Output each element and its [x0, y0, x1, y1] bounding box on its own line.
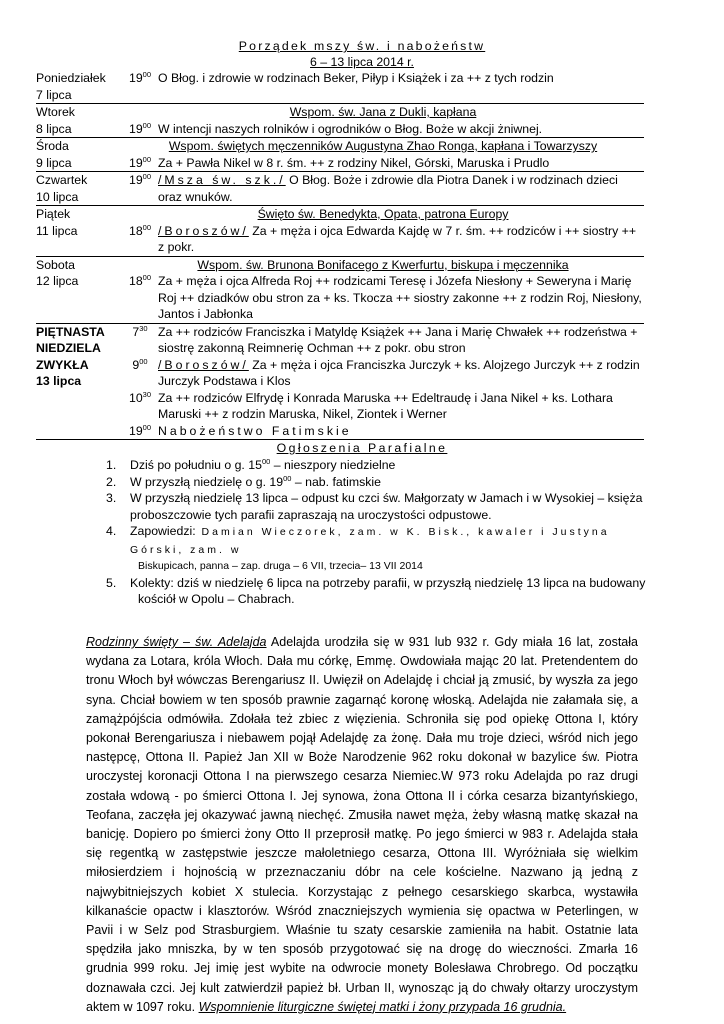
story-closing: Wspomnienie liturgiczne świętej matki i żony przypada 16 grudnia. [198, 999, 567, 1014]
day-name: Poniedziałek [36, 71, 106, 85]
day-cell [36, 138, 122, 172]
schedule-row-monday [36, 70, 644, 104]
mass-intention: Nabożeństwo Fatimskie [158, 423, 352, 438]
date-range: 6 – 13 lipca 2014 r. [310, 55, 414, 69]
mass-time: $10^{30}$ [128, 389, 152, 405]
feast-name: Święto św. Benedykta, Opata, patrona Europy [122, 206, 644, 223]
mass-location: /Msza św. szk./ [158, 173, 286, 187]
list-item: 1. Dziś po południu o g. $15^{00}$ – nieszpory niedzielne [106, 457, 396, 472]
mass-intention: /Boroszów/ Za + męża i ojca Franciszka Jurczyk + ks. Alojzego Jurczyk ++ z rodzin Jurczyk Podstawa i Klos [158, 357, 640, 388]
feast-name: Wspom. świętych męczenników Augustyna Zhao Ronga, kapłana i Towarzyszy [122, 138, 644, 155]
mass-time: $18^{00}$ [128, 273, 152, 288]
sunday-name-line: PIĘTNASTA [36, 324, 105, 339]
list-item: 4. Zapowiedzi: Damian Wieczorek, zam. w K. Bisk., kawaler i Justyna Górski, zam. w Biskupicach, panna – zap. druga – 6 VII, trzecia– 13 VII 2014 [106, 524, 610, 572]
schedule-row-friday [36, 206, 644, 223]
day-cell [36, 323, 122, 440]
day-date: 8 lipca [36, 121, 72, 136]
saint-story [86, 633, 638, 1017]
mass-intention: Za ++ rodziców Elfrydę i Konrada Maruska ++ Edeltraudę i Jana Nikel + ks. Lothara Maruski ++ z rodzin Maruska, Nikel, Ziontek i Werner [158, 390, 613, 421]
mass-location: /Boroszów/ [158, 223, 249, 238]
mass-time: $7^{30}$ [122, 323, 158, 357]
day-cell [36, 206, 122, 257]
mass-time: $19^{00}$ [128, 422, 152, 438]
sunday-name-line: NIEDZIELA [36, 341, 101, 355]
day-name: Środa [36, 139, 69, 153]
story-heading: Rodzinny święty – św. Adelajda [86, 635, 267, 649]
mass-intention: Za + męża i ojca Alfreda Roj ++ rodzicami Teresę i Józefa Niesłony + Seweryna i Marię Roj ++ dziadków obu stron za + ks. Tkocza ++ siostry zakonne ++ z rodzin Roj, Niesłony, Jantos i Jabłonka [158, 274, 642, 321]
mass-time: $19^{00}$ [128, 154, 152, 170]
announcements-title: Ogłoszenia Parafialne [276, 441, 448, 455]
day-name: Piątek [36, 207, 71, 221]
story-body: Adelajda urodziła się w 931 lub 932 r. Gdy miała 16 lat, została wydana za Lotara, króla Włoch. Dała mu córkę, Emmę. Owdowiała mając 20 lat. Pretendentem do tronu Włoch był wówczas Berengariusz II. Uwięził on Adelajdę i chciał ją zmusić, by wyszła za jego syna. Chciał bowiem w ten sposób prawnie zagarnąć koronę włoską. Adelajda nie załamała się, a zamążpójścia odmówiła. Zdołała też zbiec z więzienia. Schroniła się pod opiekę Ottona I, który pokonał Berengariusza i niebawem pojął Adelajdę za żonę. Dała mu troje dzieci, wśród nich jego następcę, Ottona II. Papież Jan XII w Boże Narodzenie 962 roku dokonał w bazylice św. Piotra uroczystej koronacji Ottona I na pierwszego cesarza Niemiec.W 973 roku Adelajda po raz drugi została wdową - po śmierci Ottona I. Jej synowa, żona Ottona II i córka cesarza bizantyńskiego, Teofana, zaczęła jej okazywać jawną niechęć. Zmusiła nawet męża, żeby własną matkę skazał na banicję. Dopiero po śmierci żony Otto II przeprosił matkę. Po jego śmierci w 983 r. Adelajda stała się regentką w zastępstwie jeszcze małoletniego cesarza, Ottona III. Wyróżniała się wielkim miłosierdziem i hojnością w przeznaczaniu dóbr na cele kościelne. Nazwano ją jedną z najwybitniejszych kobiet X stulecia. Korzystając z pełnego cesarskiego skarbca, wystawiła kilkanaście opactw i klasztorów. Wśród znaczniejszych wymienia się opactwa w Peterlingen, w Pavii i w Selz pod Strasburgiem. Właśnie tu szaty cesarskie zamieniła na habit. Ostatnie lata spędziła jako mniszka, by w ten sposób przygotować się na drogę do wieczności. Zmarła 16 grudnia 999 roku. Jej imię jest wybite na odwrocie monety Bolesława Chrobrego. Od początku doznawała czci. Jej kult zatwierdził papież bł. Urban II, wynosząc ją do chwały ołtarzy uroczystym aktem w 1097 roku. [86, 635, 638, 1014]
mass-intention: Za ++ rodziców Franciszka i Matyldę Książek ++ Jana i Marię Chwałek ++ rodzeństwa + siostrę zakonną Reimnerię Ochman ++ z pokr. obu stron [158, 323, 644, 357]
list-item: 5. Kolekty: dziś w niedzielę 6 lipca na potrzeby parafii, w przyszłą niedzielę 13 lipca na budowany kościół w Opolu – Chabrach. [106, 575, 646, 606]
schedule-row-tuesday [36, 104, 644, 121]
day-name: Sobota [36, 257, 75, 272]
schedule-row-wednesday [36, 138, 644, 155]
mass-intention: W intencji naszych rolników i ogrodników o Błog. Boże w akcji żniwnej. [158, 121, 543, 136]
day-cell [36, 104, 122, 138]
mass-time: $19^{00}$ [128, 70, 152, 85]
list-item: 3. W przyszłą niedzielę 13 lipca – odpust ku czci św. Małgorzaty w Jamach i w Wysokiej – księża proboszczowie tych parafii zapraszają na uroczystości odpustowe. [106, 491, 643, 522]
feast-name: Wspom. św. Jana z Dukli, kapłana [122, 104, 644, 121]
mass-time: $19^{00}$ [122, 172, 158, 206]
day-cell [36, 256, 122, 323]
mass-intention: O Błog. i zdrowie w rodzinach Beker, Piłyp i Książek i za ++ z tych rodzin [158, 71, 554, 85]
day-name: Wtorek [36, 105, 75, 119]
mass-time: $9^{00}$ [132, 356, 148, 372]
mass-location: /Boroszów/ [158, 357, 249, 372]
mass-schedule-table [36, 70, 644, 440]
schedule-row-sunday [36, 323, 644, 357]
day-date: 10 lipca [36, 189, 79, 204]
schedule-row-thursday [36, 172, 644, 206]
day-name: Czwartek [36, 173, 88, 187]
day-date: 13 lipca [36, 374, 82, 388]
schedule-row-saturday [36, 256, 644, 273]
mass-time: $19^{00}$ [128, 120, 152, 136]
list-item: 2. W przyszłą niedzielę o g. $19^{00}$ – nab. fatimskie [106, 473, 381, 489]
page-title: Porządek mszy św. i nabożeństw [238, 39, 486, 53]
day-date: 11 lipca [36, 223, 78, 238]
mass-intention: /Boroszów/ Za + męża i ojca Edwarda Kajdę w 7 r. śm. ++ rodziców i ++ siostry ++ z pokr. [158, 223, 637, 254]
announcements-list [106, 457, 666, 608]
day-cell [36, 172, 122, 206]
sunday-name-line: ZWYKŁA [36, 357, 89, 372]
mass-time: $18^{00}$ [128, 222, 152, 238]
mass-intention: Za + Pawła Nikel w 8 r. śm. ++ z rodziny Nikel, Górski, Maruska i Prudlo [158, 155, 550, 170]
day-date: 12 lipca [36, 274, 79, 288]
day-date: 9 lipca [36, 155, 72, 170]
feast-name: Wspom. św. Brunona Bonifacego z Kwerfurtu, biskupa i męczennika [122, 256, 644, 273]
banns-names: Damian Wieczorek, zam. w K. Bisk., kawaler i Justyna Górski, zam. w [130, 526, 610, 556]
day-date: 7 lipca [36, 87, 72, 102]
mass-intention: /Msza św. szk./ O Błog. Boże i zdrowie dla Piotra Danek i w rodzinach dzieci oraz wnuków. [158, 172, 644, 206]
day-cell [36, 70, 122, 104]
